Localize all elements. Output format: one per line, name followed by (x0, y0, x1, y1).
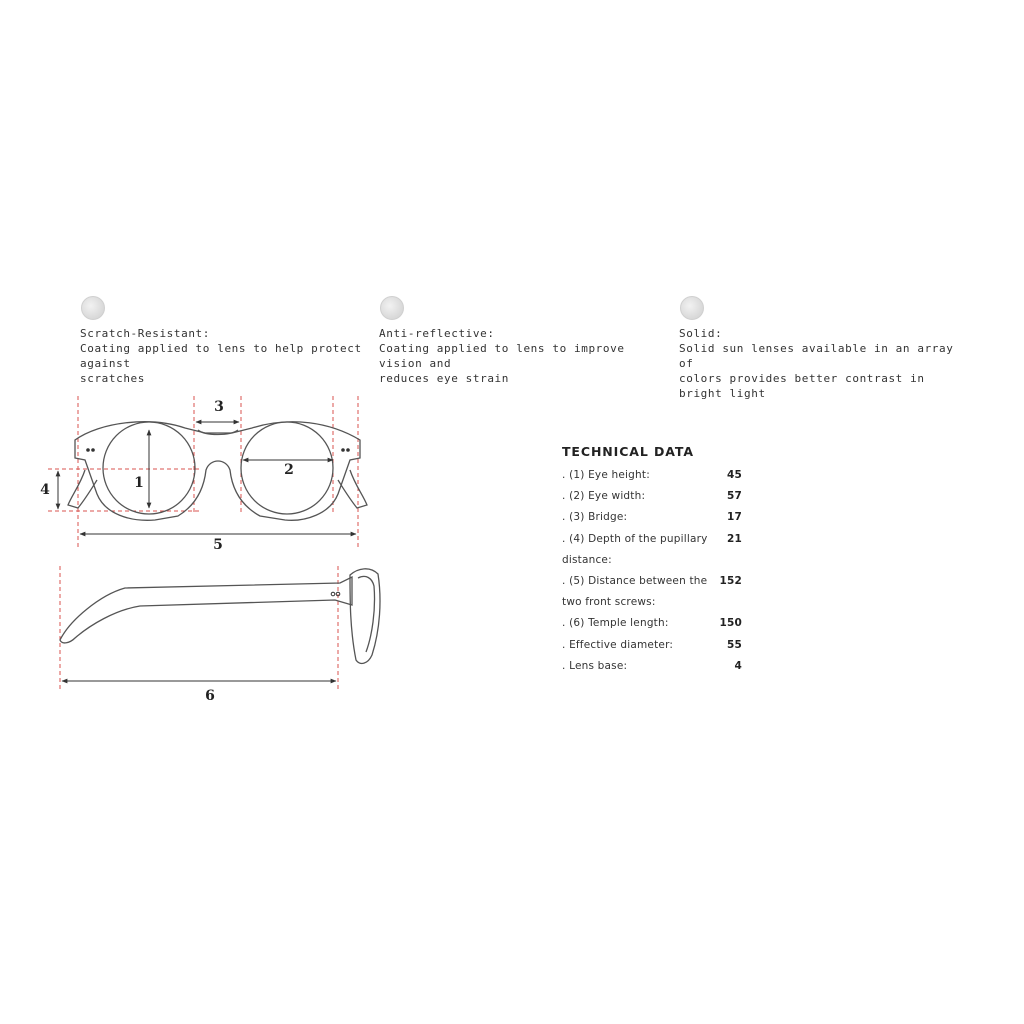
technical-data-row (562, 592, 742, 613)
technical-data-value: 55 (726, 638, 742, 651)
glasses-side-view (60, 569, 380, 664)
technical-data-label: . Lens base: (562, 659, 628, 672)
technical-data-title: TECHNICAL DATA (562, 444, 694, 459)
glasses-front-view (68, 422, 367, 521)
technical-data-value: 17 (726, 511, 742, 524)
technical-data-value: 45 (726, 469, 742, 481)
technical-data-row (562, 529, 742, 550)
technical-data-row (562, 613, 742, 634)
anti-reflective-lens-icon (380, 296, 404, 320)
technical-data-value: 21 (726, 532, 742, 545)
technical-data-label: . Effective diameter: (562, 638, 674, 651)
feature-description-line-1: Solid sun lenses available in an array of (679, 342, 954, 370)
feature-title: Scratch-Resistant: (80, 327, 211, 340)
technical-data-value: 152 (719, 575, 742, 588)
solid-lens-icon (680, 296, 704, 320)
technical-data-value (716, 550, 742, 571)
technical-data-table (562, 444, 742, 677)
technical-data-label: . (4) Depth of the pupillary (562, 532, 708, 545)
feature-description-line-1: Coating applied to lens to improve vision and (379, 342, 625, 370)
front-rivets (86, 448, 350, 452)
technical-data-row (562, 656, 742, 677)
technical-data-label: . (5) Distance between the (562, 575, 708, 588)
technical-data-label: . (1) Eye height: (562, 469, 650, 481)
feature-description-line-2: scratches (80, 372, 146, 385)
technical-data-row (562, 465, 742, 486)
scratch-resistant-lens-icon (81, 296, 105, 320)
side-rivets (331, 592, 340, 596)
eye-height-label: 1 (134, 475, 144, 491)
feature-title: Solid: (679, 327, 723, 340)
temple-length-label: 6 (205, 688, 215, 704)
feature-scratch-resistant (80, 296, 370, 386)
red-guide-lines (48, 396, 358, 690)
technical-data-value: 150 (719, 617, 742, 630)
technical-data-row (562, 486, 742, 507)
glasses-dimension-diagram (0, 380, 420, 720)
technical-data-label: . (2) Eye width: (562, 490, 646, 503)
feature-anti-reflective (379, 296, 669, 386)
technical-data-label: . (6) Temple length: (562, 617, 669, 630)
technical-data-row (562, 550, 742, 571)
feature-description-line-2: colors provides better contrast in bright light (679, 372, 925, 400)
feature-title: Anti-reflective: (379, 327, 495, 340)
bridge-label: 3 (214, 399, 224, 415)
technical-data-row (562, 507, 742, 528)
technical-data-value (716, 592, 742, 613)
technical-data-row (562, 635, 742, 656)
technical-data-value: 4 (734, 659, 742, 672)
pupillary-depth-label: 4 (40, 482, 50, 498)
technical-data-label: two front screws: (562, 596, 656, 609)
feature-description-line-2: reduces eye strain (379, 372, 510, 385)
screw-distance-label: 5 (213, 537, 223, 553)
technical-data-row (562, 571, 742, 592)
feature-description-line-1: Coating applied to lens to help protect against (80, 342, 362, 370)
technical-data-label: . (3) Bridge: (562, 511, 628, 524)
feature-solid (679, 296, 969, 401)
eye-width-label: 2 (284, 462, 294, 478)
technical-data-value: 57 (726, 490, 742, 503)
technical-data-label: distance: (562, 553, 612, 566)
